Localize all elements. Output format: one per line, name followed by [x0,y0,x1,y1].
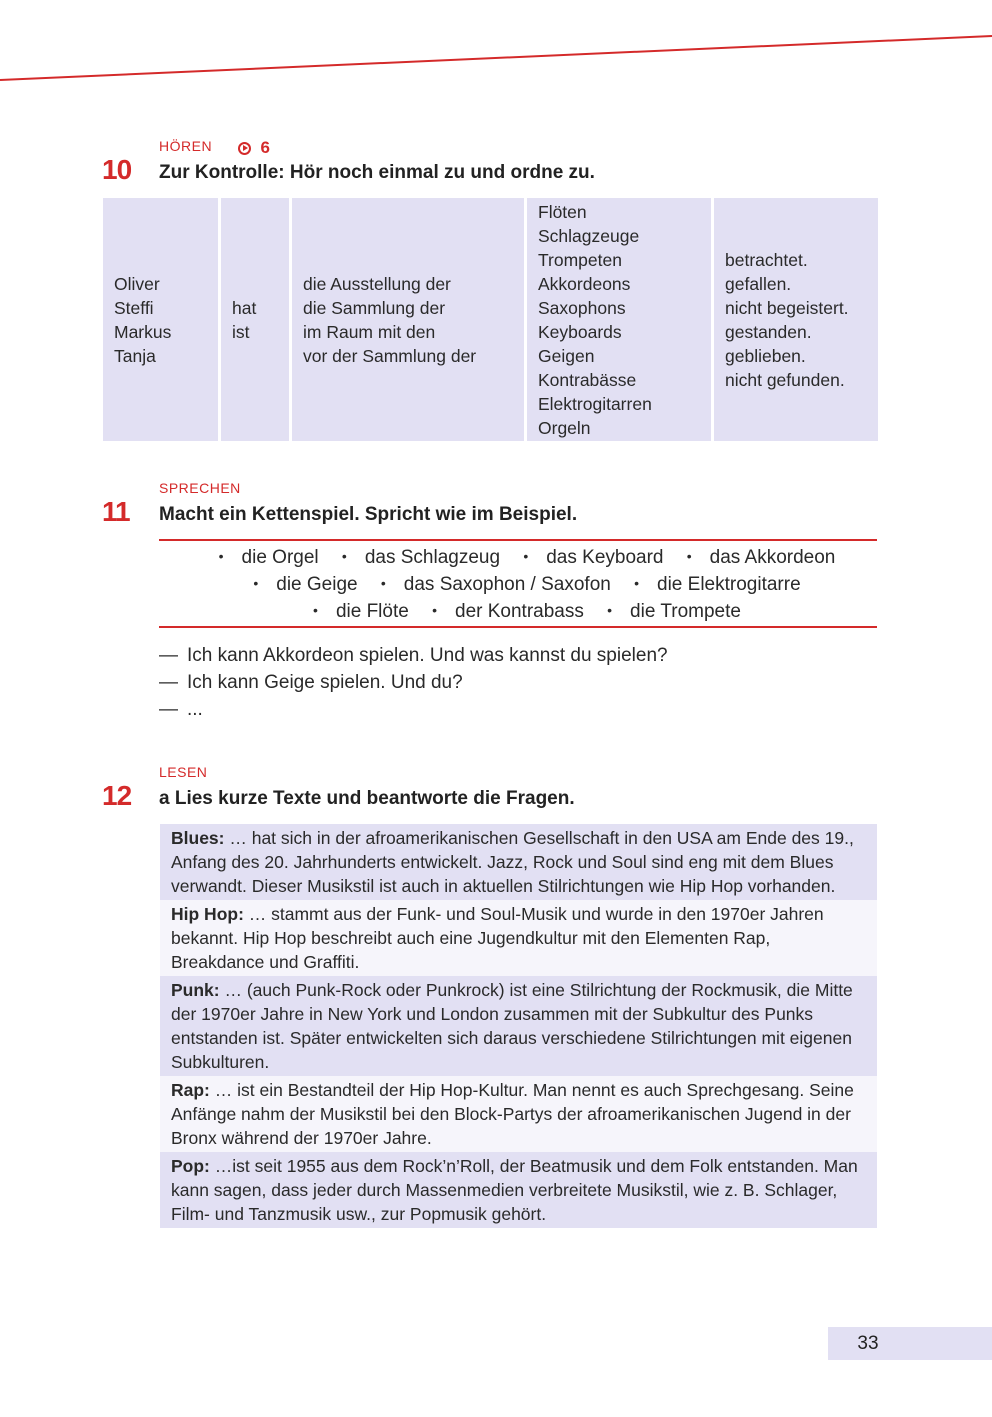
dialog-text: Ich kann Akkordeon spielen. Und was kannst du spielen? [187,645,668,666]
word-box [159,539,877,628]
page-number: 33 [857,1333,879,1354]
ex12-title: a Lies kurze Texte und beantworte die Fragen. [159,788,575,809]
ex10-category [159,138,270,158]
table-column-participles [714,198,878,441]
table-cell: betrachtet. [725,249,808,270]
table-column-places [292,198,524,441]
dialog-text: Ich kann Geige spielen. Und du? [187,672,463,693]
bullet: • [607,602,613,618]
ex12-category: LESEN [159,764,208,780]
ex12-number: 12 [102,780,132,811]
table-cell: Markus [114,321,172,342]
genre-term: Punk: [171,980,220,1000]
ex10-category-label: HÖREN [159,138,213,154]
text-block-blues [160,824,877,900]
play-icon [238,142,251,155]
audio-track[interactable] [238,138,270,158]
table-cell: hat [232,297,257,318]
text-block-rap [160,1076,877,1152]
genre-term: Blues: [171,828,225,848]
table-cell: Akkordeons [538,273,631,294]
bullet: • [634,575,640,591]
matching-table [103,198,878,441]
ex10-title: Zur Kontrolle: Hör noch einmal zu und ordne zu. [159,162,595,183]
word-item: die Trompete [630,601,741,622]
dialog-line [159,645,668,667]
table-cell: geblieben. [725,345,806,366]
genre-term: Rap: [171,1080,210,1100]
word-item: die Elektrogitarre [657,574,801,595]
word-item: die Orgel [241,547,319,568]
table-cell: im Raum mit den [303,321,436,342]
bullet: • [313,602,318,618]
ex10-number: 10 [102,154,132,185]
text-block-punk [160,976,877,1076]
top-decor-line [0,0,992,90]
table-cell: ist [232,321,250,342]
table-cell: Saxophons [538,297,626,318]
table-cell: nicht gefunden. [725,369,845,390]
table-cell: Geigen [538,345,595,366]
genre-description: … ist ein Bestandteil der Hip Hop-Kultur. Man nennt es auch Sprechgesang. Seine Anfänge nahm der Musikstil bei den Block-Partys der afroamerikanischen Jugend in der Bronx während der 1970er Jahre. [171,1080,854,1148]
ex11-number: 11 [102,496,130,527]
dialog-line [159,699,203,721]
bullet: • [341,548,347,564]
text-block-pop [160,1152,877,1228]
word-item: die Flöte [335,601,409,622]
bullet: • [432,602,437,618]
table-column-verbs [221,198,289,441]
table-cell: Oliver [114,273,160,294]
genre-description: … (auch Punk-Rock oder Punkrock) ist eine Stilrichtung der Rockmusik, die Mitte der 1970er Jahre in New York und London zusammen mit der Subkultur des Punks entstanden ist. Später entwickelten sich daraus verschiedene Stilrichtungen mit eigenen Subkulturen. [171,980,853,1072]
dialog-dash: — [159,672,178,693]
table-cell: Flöten [538,201,587,222]
word-item: das Akkordeon [709,547,836,568]
genre-term: Pop: [171,1156,210,1176]
table-column-instruments [527,198,711,441]
dialog-dash: — [159,645,178,666]
genre-description: …ist seit 1955 aus dem Rock’n’Roll, der Beatmusik und dem Folk entstanden. Man kann sagen, dass jeder durch Massenmedien verbreitete Musikstil, wie z. B. Schlager, Film- und Tanzmusik usw., zur Popmusik gehört. [171,1156,858,1224]
bullet: • [686,548,692,564]
table-cell: gefallen. [725,273,792,294]
table-column-names [103,198,218,441]
table-cell: Orgeln [538,417,591,438]
bullet: • [380,575,386,591]
dialog-line [159,672,463,694]
table-cell: Steffi [114,297,154,318]
dialog-text: ... [187,699,203,720]
ex11-title: Macht ein Kettenspiel. Spricht wie im Beispiel. [159,504,578,525]
table-cell: nicht begeistert. [725,297,849,318]
genre-term: Hip Hop: [171,904,244,924]
word-item: das Keyboard [546,547,664,568]
table-cell: Trompeten [538,249,622,270]
word-line [159,601,877,623]
ex11-category: SPRECHEN [159,480,241,496]
text-block-hiphop [160,900,877,976]
dialog-dash: — [159,699,178,720]
table-cell: vor der Sammlung der [303,345,477,366]
table-cell: die Sammlung der [303,297,446,318]
word-item: der Kontrabass [455,601,584,622]
bullet: • [253,575,259,591]
audio-track-number: 6 [260,138,271,157]
genre-description: … stammt aus der Funk- und Soul-Musik und wurde in den 1970er Jahren bekannt. Hip Hop beschreibt auch eine Jugendkultur mit den Elementen Rap, Breakdance und Graffiti. [171,904,824,972]
bullet: • [523,548,529,564]
table-cell: Schlagzeuge [538,225,640,246]
bullet: • [218,548,224,564]
table-cell: Kontrabässe [538,369,637,390]
genre-description: … hat sich in der afroamerikanischen Gesellschaft in den USA am Ende des 19., Anfang des 20. Jahrhunderts entwickelt. Jazz, Rock und Soul sind eng mit dem Blues verwandt. Dieser Musikstil ist auch in aktuellen Stilrichtungen wie Hip Hop vorhanden. [171,828,854,896]
table-cell: die Ausstellung der [303,273,451,294]
word-item: das Schlagzeug [364,547,501,568]
word-item: das Saxophon / Saxofon [403,574,611,595]
table-cell: gestanden. [725,321,812,342]
word-line [159,547,877,569]
word-item: die Geige [276,574,358,595]
table-cell: Keyboards [538,321,622,342]
word-line [159,574,877,596]
genre-texts [160,824,877,1228]
table-cell: Elektrogitarren [538,393,652,414]
table-cell: Tanja [114,345,156,366]
